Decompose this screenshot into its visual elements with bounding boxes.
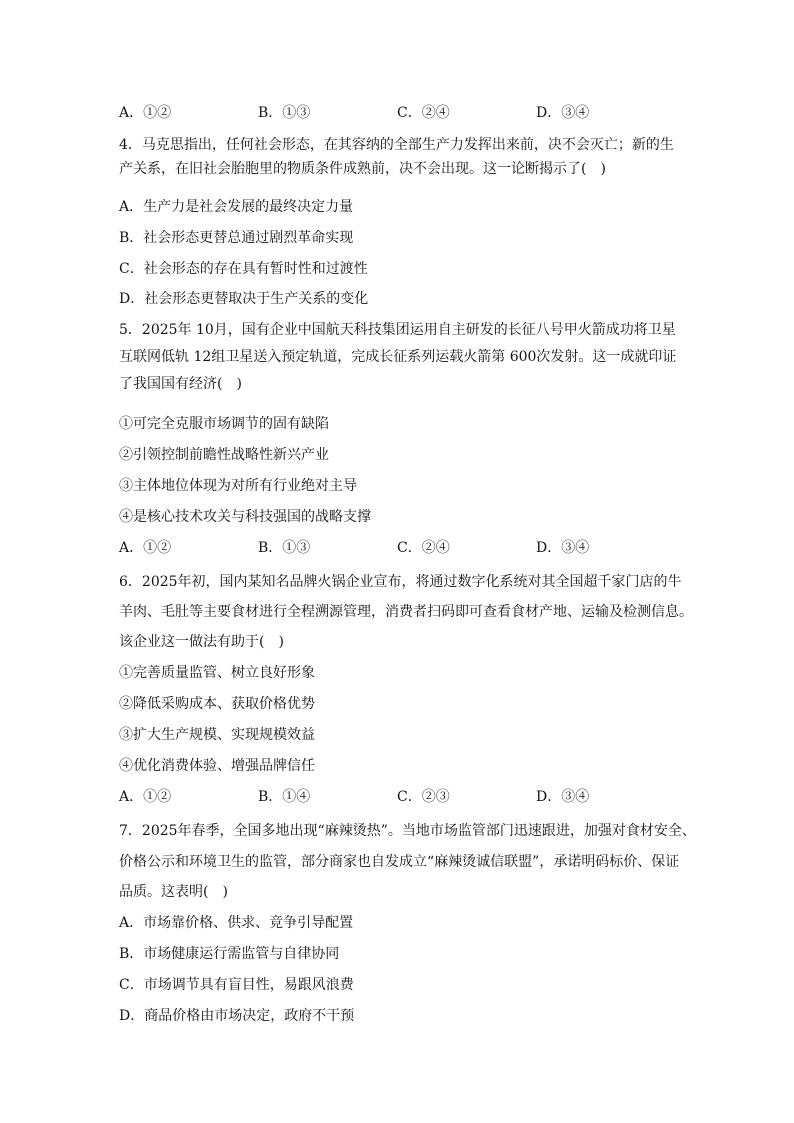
q6-stem-line-3: 该企业这一做法有助于( ) — [119, 634, 284, 650]
q4-stem-line-1: 4．马克思指出，任何社会形态，在其容纳的全部生产力发挥出来前，决不会灭亡；新的生 — [119, 137, 674, 153]
q5-statement-2: ②引领控制前瞻性战略性新兴产业 — [119, 447, 329, 463]
q6-stem-line-2: 羊肉、毛肚等主要食材进行全程溯源管理，消费者扫码即可查看食材产地、运输及检测信息。 — [119, 604, 693, 620]
q6-statement-2: ②降低采购成本、获取价格优势 — [119, 696, 315, 712]
q6-option-c[interactable]: C．②③ — [397, 789, 450, 805]
q4-choice-c[interactable]: C．社会形态的存在具有暂时性和过渡性 — [119, 261, 368, 277]
q3-option-a[interactable]: A．①② — [119, 105, 172, 121]
q4-choice-b[interactable]: B．社会形态更替总通过剧烈革命实现 — [119, 230, 354, 246]
q7-choice-c[interactable]: C．市场调节具有盲目性，易跟风浪费 — [119, 977, 354, 993]
q6-option-a[interactable]: A．①② — [119, 789, 172, 805]
q7-choice-d[interactable]: D．商品价格由市场决定，政府不干预 — [119, 1008, 355, 1024]
q6-stem-line-1: 6．2025年初，国内某知名品牌火锅企业宣布，将通过数字化系统对其全国超千家门店的牛 — [119, 574, 682, 590]
q7-stem-line-1: 7．2025年春季，全国多地出现“麻辣烫热”。当地市场监管部门迅速跟进，加强对食材安全、 — [119, 823, 696, 839]
q6-statement-4: ④优化消费体验、增强品牌信任 — [119, 758, 315, 774]
q3-option-c[interactable]: C．②④ — [397, 105, 450, 121]
q7-choice-b[interactable]: B．市场健康运行需监管与自律协同 — [119, 946, 340, 962]
q5-stem-line-1: 5．2025年 10月，国有企业中国航天科技集团运用自主研发的长征八号甲火箭成功将卫星 — [119, 322, 676, 338]
q4-stem-line-2: 产关系，在旧社会胎胞里的物质条件成熟前，决不会出现。这一论断揭示了( ) — [119, 161, 606, 177]
q5-option-d[interactable]: D．③④ — [536, 540, 590, 556]
q6-statement-3: ③扩大生产规模、实现规模效益 — [119, 727, 315, 743]
q5-option-b[interactable]: B．①③ — [258, 540, 311, 556]
q5-statement-4: ④是核心技术攻关与科技强国的战略支撑 — [119, 509, 371, 525]
q5-statement-3: ③主体地位体现为对所有行业绝对主导 — [119, 478, 357, 494]
q7-choice-a[interactable]: A．市场靠价格、供求、竞争引导配置 — [119, 915, 354, 931]
q4-choice-d[interactable]: D．社会形态更替取决于生产关系的变化 — [119, 291, 369, 307]
q6-statement-1: ①完善质量监管、树立良好形象 — [119, 665, 315, 681]
q6-option-b[interactable]: B．①④ — [258, 789, 311, 805]
q5-option-a[interactable]: A．①② — [119, 540, 172, 556]
q7-stem-line-3: 品质。这表明( ) — [119, 884, 228, 900]
q5-option-c[interactable]: C．②④ — [397, 540, 450, 556]
q7-stem-line-2: 价格公示和环境卫生的监管，部分商家也自发成立“麻辣烫诚信联盟”，承诺明码标价、保证 — [119, 854, 680, 870]
q5-statement-1: ①可完全克服市场调节的固有缺陷 — [119, 416, 329, 432]
q4-choice-a[interactable]: A．生产力是社会发展的最终决定力量 — [119, 199, 354, 215]
q3-option-b[interactable]: B．①③ — [258, 105, 311, 121]
q6-option-d[interactable]: D．③④ — [536, 789, 590, 805]
q5-stem-line-3: 了我国国有经济( ) — [119, 376, 242, 392]
q3-option-d[interactable]: D．③④ — [536, 105, 590, 121]
q5-stem-line-2: 互联网低轨 12组卫星送入预定轨道，完成长征系列运载火箭第 600次发射。这一成就印证 — [119, 349, 677, 365]
